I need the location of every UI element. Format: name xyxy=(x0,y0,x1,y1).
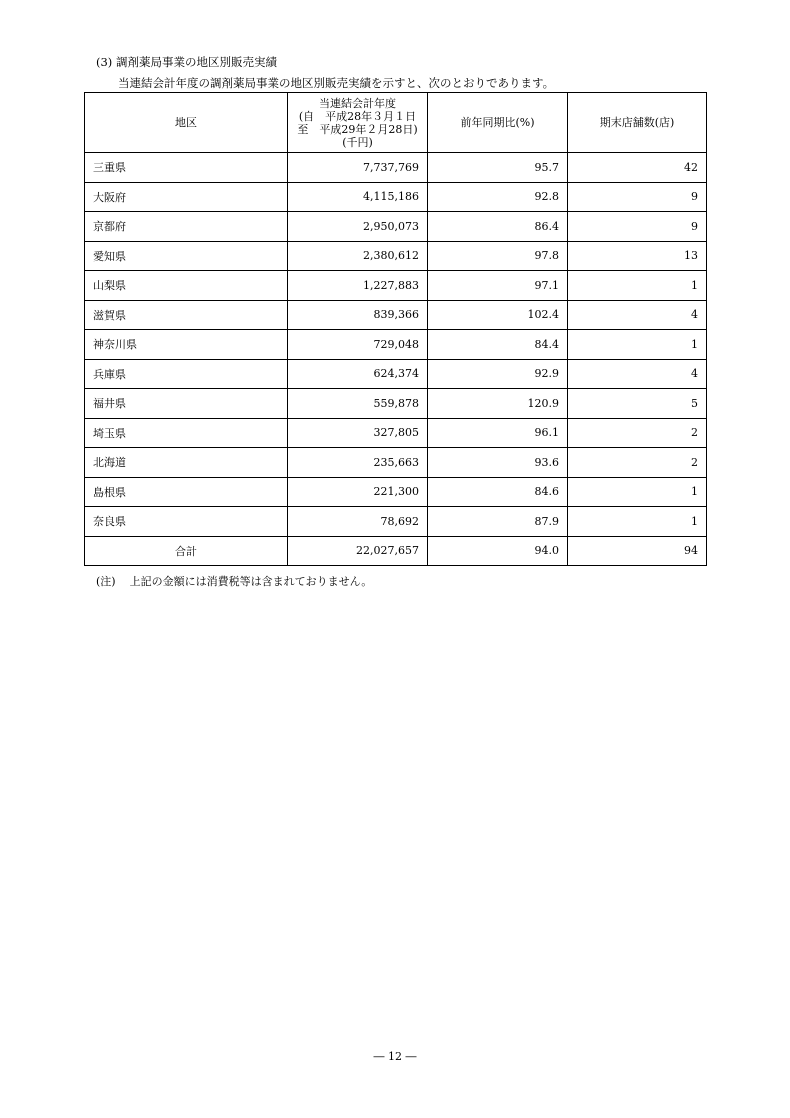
table-row xyxy=(85,212,707,242)
yoy-cell: 86.4 xyxy=(428,212,568,242)
yoy-cell: 102.4 xyxy=(428,300,568,330)
table-row xyxy=(85,241,707,271)
table-row xyxy=(85,271,707,301)
total-stores: 94 xyxy=(568,536,707,566)
stores-cell: 1 xyxy=(568,477,707,507)
footnote xyxy=(96,573,372,589)
table-row xyxy=(85,418,707,448)
header-sales-line2: (自 平成28年３月１日 xyxy=(298,109,417,123)
intro-text: 当連結会計年度の調剤薬局事業の地区別販売実績を示すと、次のとおりであります。 xyxy=(118,76,555,90)
yoy-cell: 93.6 xyxy=(428,448,568,478)
stores-cell: 1 xyxy=(568,271,707,301)
page-number: ― 12 ― xyxy=(373,1050,417,1063)
region-cell: 兵庫県 xyxy=(85,359,288,389)
header-region: 地区 xyxy=(85,93,288,153)
yoy-cell: 97.8 xyxy=(428,241,568,271)
yoy-cell: 97.1 xyxy=(428,271,568,301)
table-header-row xyxy=(85,93,707,153)
table-row xyxy=(85,477,707,507)
yoy-cell: 87.9 xyxy=(428,507,568,537)
header-sales-line1: 当連結会計年度 xyxy=(319,96,396,110)
sales-cell: 1,227,883 xyxy=(288,271,428,301)
table-row xyxy=(85,507,707,537)
region-cell: 三重県 xyxy=(85,153,288,183)
sales-cell: 2,380,612 xyxy=(288,241,428,271)
sales-cell: 327,805 xyxy=(288,418,428,448)
sales-cell: 839,366 xyxy=(288,300,428,330)
sales-cell: 7,737,769 xyxy=(288,153,428,183)
yoy-cell: 84.4 xyxy=(428,330,568,360)
region-cell: 北海道 xyxy=(85,448,288,478)
footnote-text: 上記の金額には消費税等は含まれておりません。 xyxy=(129,575,373,588)
sales-cell: 235,663 xyxy=(288,448,428,478)
regional-sales-table xyxy=(84,92,707,566)
yoy-cell: 84.6 xyxy=(428,477,568,507)
stores-cell: 9 xyxy=(568,212,707,242)
yoy-cell: 95.7 xyxy=(428,153,568,183)
sales-cell: 559,878 xyxy=(288,389,428,419)
region-cell: 奈良県 xyxy=(85,507,288,537)
yoy-cell: 92.8 xyxy=(428,182,568,212)
sales-cell: 2,950,073 xyxy=(288,212,428,242)
table-row xyxy=(85,448,707,478)
header-sales xyxy=(288,93,428,153)
table-row xyxy=(85,330,707,360)
region-cell: 島根県 xyxy=(85,477,288,507)
footnote-label: (注) xyxy=(96,575,116,588)
stores-cell: 2 xyxy=(568,448,707,478)
section-title: (3) 調剤薬局事業の地区別販売実績 xyxy=(96,55,277,69)
sales-cell: 221,300 xyxy=(288,477,428,507)
yoy-cell: 96.1 xyxy=(428,418,568,448)
header-sales-line3: 至 平成29年２月28日) xyxy=(297,122,418,136)
region-cell: 滋賀県 xyxy=(85,300,288,330)
total-row xyxy=(85,536,707,566)
table-row xyxy=(85,182,707,212)
stores-cell: 13 xyxy=(568,241,707,271)
table-row xyxy=(85,300,707,330)
yoy-cell: 120.9 xyxy=(428,389,568,419)
region-cell: 大阪府 xyxy=(85,182,288,212)
sales-cell: 729,048 xyxy=(288,330,428,360)
header-yoy: 前年同期比(%) xyxy=(428,93,568,153)
total-yoy: 94.0 xyxy=(428,536,568,566)
region-cell: 福井県 xyxy=(85,389,288,419)
region-cell: 山梨県 xyxy=(85,271,288,301)
table-row xyxy=(85,153,707,183)
stores-cell: 4 xyxy=(568,300,707,330)
stores-cell: 1 xyxy=(568,330,707,360)
sales-cell: 78,692 xyxy=(288,507,428,537)
region-cell: 神奈川県 xyxy=(85,330,288,360)
table-row xyxy=(85,359,707,389)
stores-cell: 2 xyxy=(568,418,707,448)
table-row xyxy=(85,389,707,419)
stores-cell: 9 xyxy=(568,182,707,212)
sales-cell: 4,115,186 xyxy=(288,182,428,212)
total-label: 合計 xyxy=(85,536,288,566)
header-stores: 期末店舗数(店) xyxy=(568,93,707,153)
header-sales-line4: (千円) xyxy=(342,135,373,149)
stores-cell: 42 xyxy=(568,153,707,183)
region-cell: 京都府 xyxy=(85,212,288,242)
stores-cell: 1 xyxy=(568,507,707,537)
region-cell: 愛知県 xyxy=(85,241,288,271)
sales-cell: 624,374 xyxy=(288,359,428,389)
stores-cell: 4 xyxy=(568,359,707,389)
total-sales: 22,027,657 xyxy=(288,536,428,566)
stores-cell: 5 xyxy=(568,389,707,419)
region-cell: 埼玉県 xyxy=(85,418,288,448)
yoy-cell: 92.9 xyxy=(428,359,568,389)
